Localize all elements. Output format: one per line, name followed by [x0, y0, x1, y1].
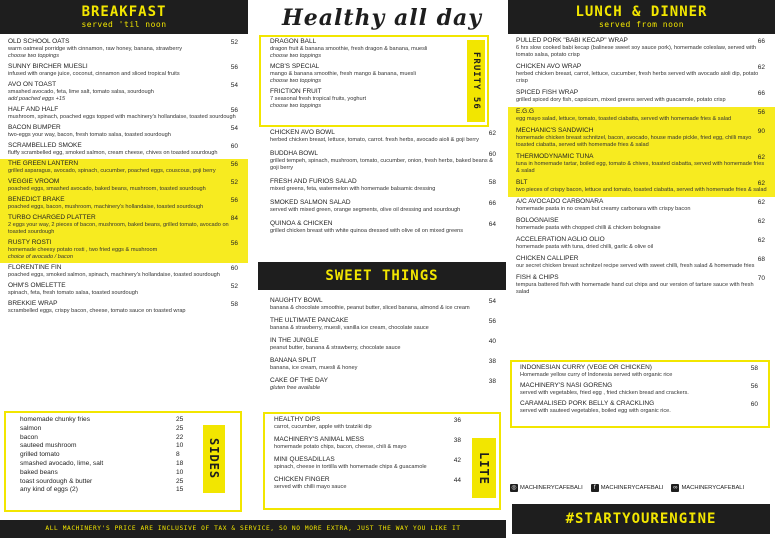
- menu-item: [508, 273, 775, 299]
- item-description: grilled chicken breast with white quinoa dressed with olive oil on mixed greens: [270, 228, 464, 234]
- menu-item: [508, 152, 775, 178]
- item-name: THE ULTIMATE PANCAKE: [270, 317, 349, 324]
- item-description: two-eggs your way, bacon, fresh tomato salsa, toasted sourdough: [8, 132, 171, 138]
- item-description: grilled asparagus, avocado, spinach, cucumber, poached eggs, couscous, goji berry: [8, 168, 216, 174]
- item-name: OHM'S OMELETTE: [8, 282, 66, 289]
- item-name: THERMODYNAMIC TUNA: [516, 153, 594, 160]
- item-price: 56: [750, 383, 758, 390]
- menu-item: [0, 281, 248, 299]
- item-price: 62: [757, 237, 765, 244]
- item-description: poached eggs, smoked salmon, spinach, machinery's hollandaise, toasted sourdough: [8, 272, 220, 278]
- item-name: BLT: [516, 179, 528, 186]
- item-description: spinach, cheese in tortilla with homemade chips & guacamole: [274, 464, 427, 470]
- item-name: MINI QUESADILLAS: [274, 456, 335, 463]
- tripadvisor-icon: ∞: [673, 485, 678, 491]
- item-name: BREKKIE WRAP: [8, 300, 58, 307]
- item-note: choose two toppings: [270, 78, 321, 84]
- menu-item: [262, 62, 467, 87]
- menu-item: [508, 235, 775, 254]
- side-price: 15: [176, 486, 184, 494]
- menu-item: [512, 363, 768, 381]
- menu-item: [0, 123, 248, 141]
- item-name: SUNNY BIRCHER MUESLI: [8, 63, 88, 70]
- item-price: 90: [757, 128, 765, 135]
- breakfast-column: [0, 0, 248, 317]
- menu-item: [508, 36, 775, 62]
- tripadvisor-link[interactable]: ∞ MACHINERYCAFEBALI: [673, 485, 745, 491]
- item-description: banana & chocolate smoothie, peanut butter, sliced banana, almond & ice cream: [270, 305, 470, 311]
- menu-item: [262, 316, 506, 336]
- breakfast-list: [0, 37, 248, 317]
- item-price: 56: [230, 240, 238, 247]
- item-name: FRICTION FRUIT: [270, 88, 322, 95]
- menu-item: [0, 159, 248, 177]
- lite-tab: LITE: [472, 438, 496, 498]
- item-description: infused with orange juice, coconut, cinnamon and sliced tropical fruits: [8, 71, 180, 77]
- item-name: A/C AVOCADO CARBONARA: [516, 198, 604, 205]
- menu-item: [508, 62, 775, 88]
- item-description: herbed chicken breast, lettuce, tomato, carrot. fresh herbs, avocado aioli & goji berry: [270, 137, 479, 143]
- menu-item: [266, 455, 471, 475]
- lunch-banner: [508, 0, 775, 34]
- facebook-link[interactable]: f MACHINERYCAFEBALI: [591, 484, 664, 492]
- menu-item: [0, 263, 248, 281]
- item-description: served with vegetables, fried egg , fried chicken bread and crackers.: [520, 390, 689, 396]
- item-description: fluffy scrambelled egg, smoked salmon, cream cheese, chives on toasted sourdough: [8, 150, 218, 156]
- side-name: homemade chunky fries: [20, 416, 91, 423]
- item-price: 62: [488, 130, 496, 137]
- side-price: 25: [176, 424, 184, 432]
- breakfast-banner: [0, 0, 248, 34]
- menu-item: [508, 197, 775, 216]
- item-price: 70: [757, 275, 765, 282]
- item-price: 62: [757, 199, 765, 206]
- item-description: served with chilli mayo sauce: [274, 484, 347, 490]
- lunch-list: [508, 36, 775, 299]
- item-description: mango & banana smoothie, fresh mango & banana, muesli: [270, 71, 416, 77]
- item-price: 84: [230, 215, 238, 222]
- menu-item: [262, 198, 506, 219]
- item-description: our secret chicken breast schnitzel recipe served with sweet chilli, fresh salad & homemade fries: [516, 263, 755, 269]
- menu-item: [262, 37, 467, 62]
- breakfast-title: BREAKFAST: [81, 4, 167, 20]
- side-name: toast sourdough & butter: [20, 477, 93, 485]
- menu-item: [0, 213, 248, 238]
- instagram-link[interactable]: ◎ MACHINERYCAFEBALI: [511, 485, 583, 491]
- menu-item: [0, 238, 248, 263]
- item-description: smashed avocado, feta, lime salt, tomato salsa, sourdough: [8, 89, 154, 95]
- item-price: 60: [488, 151, 496, 158]
- item-price: 52: [230, 179, 238, 186]
- item-description: grilled spiced dory fish, capsicum, mixed greens served with guacamole, potato crisp: [516, 97, 726, 103]
- item-name: BENEDICT BRAKE: [8, 196, 65, 203]
- item-name: IN THE JUNGLE: [270, 337, 319, 344]
- item-price: 60: [230, 265, 238, 272]
- item-price: 60: [230, 143, 238, 150]
- item-note: choose two toppings: [270, 53, 321, 59]
- menu-item: [0, 141, 248, 159]
- item-price: 38: [488, 358, 496, 365]
- side-price: 25: [176, 477, 184, 485]
- item-price: 62: [757, 64, 765, 71]
- item-name: NAUGHTY BOWL: [270, 297, 323, 304]
- sweet-banner: [258, 262, 506, 290]
- social-links: [510, 484, 770, 492]
- item-description: 7 seasonal fresh tropical fruits, yoghurt: [270, 96, 367, 102]
- item-description: spinach, feta, fresh tomato salsa, toasted sourdough: [8, 290, 138, 296]
- menu-item: [262, 177, 506, 198]
- side-name: baked beans: [20, 468, 58, 476]
- menu-item: [262, 336, 506, 356]
- item-name: THE GREEN LANTERN: [8, 160, 79, 167]
- healthy-list: [262, 128, 506, 240]
- menu-item: [262, 149, 506, 177]
- item-name: INDONESIAN CURRY (VEGE OR CHICKEN): [520, 364, 652, 371]
- item-description: homemade pasta with tuna, dried chilli, garlic & olive oil: [516, 244, 654, 250]
- menu-item: [266, 415, 471, 435]
- item-description: mushroom, spinach, poached eggs topped with machinery's hollandaise, toasted sourdough: [8, 114, 236, 120]
- item-name: CARAMALISED PORK BELLY & CRACKLING: [520, 400, 655, 407]
- menu-item: [508, 88, 775, 107]
- hashtag: #STARTYOURENGINE: [512, 504, 770, 534]
- item-price: 64: [488, 221, 496, 228]
- side-name: sauteed mushroom: [20, 442, 77, 450]
- item-price: 66: [757, 90, 765, 97]
- menu-item: [262, 219, 506, 240]
- item-price: 56: [230, 197, 238, 204]
- item-name: CHICKEN FINGER: [274, 476, 330, 483]
- item-note: gluten free available: [270, 385, 321, 391]
- sides-tab: SIDES: [203, 425, 225, 493]
- item-name: SMOKED SALMON SALAD: [270, 199, 351, 206]
- item-name: CHICKEN AVO BOWL: [270, 129, 335, 136]
- item-name: ACCELERATION AGLIO OLIO: [516, 236, 605, 243]
- item-name: HALF AND HALF: [8, 106, 59, 113]
- item-description: egg mayo salad, lettuce, tomato, toasted ciabatta, served with homemade fries & salad: [516, 116, 732, 122]
- item-price: 54: [488, 298, 496, 305]
- side-name: grilled tomato: [20, 451, 60, 459]
- fruity-tab: FRUITY 56: [467, 40, 485, 122]
- menu-item: [508, 126, 775, 152]
- item-name: BACON BUMPER: [8, 124, 61, 131]
- item-description: mixed greens, feta, watermelon with homemade balsamic dressing: [270, 186, 436, 192]
- item-price: 38: [488, 378, 496, 385]
- item-price: 58: [488, 179, 496, 186]
- menu-item: [508, 216, 775, 235]
- side-name: smashed avocado, lime, salt: [20, 459, 104, 467]
- item-name: OLD SCHOOL OATS: [8, 38, 70, 45]
- item-name: DRAGON BALL: [270, 38, 317, 45]
- menu-item: [0, 105, 248, 123]
- menu-item: [0, 177, 248, 195]
- item-name: FRESH AND FURIOS SALAD: [270, 178, 357, 185]
- item-price: 44: [453, 477, 461, 484]
- item-name: BOLOGNAISE: [516, 217, 559, 224]
- item-note: choice of avocado / bacon: [8, 254, 73, 260]
- breakfast-subtitle: served 'til noon: [81, 20, 167, 29]
- side-name: salmon: [20, 424, 42, 432]
- item-description: homemade pasta with chopped chilli & chicken bolognaise: [516, 225, 661, 231]
- menu-item: [0, 80, 248, 105]
- menu-item: [508, 178, 775, 197]
- item-name: BANANA SPLIT: [270, 357, 317, 364]
- item-name: CHICKEN CALLIPER: [516, 255, 579, 262]
- item-name: QUINOA & CHICKEN: [270, 220, 333, 227]
- item-description: herbed chicken breast, carrot, lettuce, cucumber, fresh herbs served with avocado aioli dip, potato crisp: [516, 71, 759, 84]
- menu-item: [262, 128, 506, 149]
- item-price: 36: [453, 417, 461, 424]
- item-description: tuna in homemade tartar, boiled egg, tomato & chives, toasted ciabatta, served with homemade fries & salad: [516, 161, 765, 174]
- side-item: [6, 416, 240, 425]
- item-description: poached eggs, smashed avocado, baked beans, mushroom, toasted sourdough: [8, 186, 206, 192]
- item-note: add poached eggs +15: [8, 96, 66, 102]
- item-description: banana & strawberry, muesli, vanilla ice cream, chocolate sauce: [270, 325, 429, 331]
- item-name: VEGGIE VROOM: [8, 178, 60, 185]
- item-name: HEALTHY DIPS: [274, 416, 321, 423]
- healthy-column: [258, 0, 506, 36]
- menu-item: [0, 299, 248, 317]
- item-name: CHICKEN AVO WRAP: [516, 63, 582, 70]
- item-description: dragon fruit & banana smoothie, fresh dragon & banana, muesli: [270, 46, 428, 52]
- menu-item: [0, 195, 248, 213]
- healthy-title: Healthy all day: [281, 5, 483, 31]
- item-description: served with sauteed vegetables, boiled egg with organic rice.: [520, 408, 671, 414]
- item-price: 58: [230, 301, 238, 308]
- item-description: 2 eggs your way, 2 pieces of bacon, mushroom, baked beans, grilled tomato, avocado on toasted sourdough: [8, 222, 229, 235]
- fruity-list: [262, 37, 467, 112]
- side-name: bacon: [20, 433, 38, 441]
- item-description: tempura battered fish with homemade hand cut chips and our version of tartare sauce with fresh salad: [516, 282, 754, 295]
- menu-item: [508, 107, 775, 126]
- item-name: SCRAMBELLED SMOKE: [8, 142, 82, 149]
- item-name: CAKE OF THE DAY: [270, 377, 328, 384]
- lunch-subtitle: served from noon: [598, 20, 685, 29]
- item-description: Homemade yellow curry of Indonesia served with organic rice: [520, 372, 673, 378]
- price-footer: ALL MACHINERY'S PRICE ARE INCLUSIVE OF TAX & SERVICE, SO NO MORE EXTRA, JUST THE WAY YOU LIKE IT: [0, 520, 506, 538]
- item-description: homemade pasta in no cream but creamy carbonara with crispy bacon: [516, 206, 691, 212]
- curry-list: [512, 363, 768, 417]
- item-price: 58: [750, 365, 758, 372]
- item-price: 52: [230, 39, 238, 46]
- item-name: FISH & CHIPS: [516, 274, 559, 281]
- menu-item: [262, 376, 506, 396]
- menu-item: [0, 37, 248, 62]
- item-price: 54: [230, 125, 238, 132]
- item-name: MACHINERY'S NASI GORENG: [520, 382, 613, 389]
- side-price: 8: [176, 451, 180, 459]
- sweet-title: SWEET THINGS: [325, 268, 439, 284]
- item-note: choose two toppings: [270, 103, 321, 109]
- side-price: 25: [176, 416, 184, 423]
- item-name: RUSTY ROSTI: [8, 239, 52, 246]
- item-price: 56: [230, 107, 238, 114]
- item-price: 56: [757, 109, 765, 116]
- item-name: MCB'S SPECIAL: [270, 63, 320, 70]
- item-note: choose two toppings: [8, 53, 59, 59]
- menu-item: [512, 381, 768, 399]
- item-price: 62: [757, 154, 765, 161]
- item-name: FLORENTINE FIN: [8, 264, 62, 271]
- item-price: 66: [757, 38, 765, 45]
- side-price: 18: [176, 459, 184, 467]
- item-description: homemade potato chips, bacon, cheese, chili & mayo: [274, 444, 407, 450]
- menu-item: [508, 254, 775, 273]
- menu-item: [512, 399, 768, 417]
- item-price: 60: [750, 401, 758, 408]
- item-price: 38: [453, 437, 461, 444]
- item-description: 6 hrs slow cooked babi kecap (balinese sweet soy sauce pork), homemade coleslaw, served with tomato salsa, potato crisp: [516, 45, 757, 58]
- menu-item: [266, 475, 471, 495]
- side-name: any kind of eggs (2): [20, 486, 78, 494]
- item-description: scrambelled eggs, crispy bacon, cheese, tomato sauce on toasted wrap: [8, 308, 186, 314]
- item-description: peanut butter, banana & strawberry, chocolate sauce: [270, 345, 401, 351]
- item-name: BUDDHA BOWL: [270, 150, 319, 157]
- item-description: two pieces of crispy bacon, lettuce and tomato, toasted ciabatta, served with homemade fries & salad: [516, 187, 767, 193]
- item-description: banana, ice cream, muesli & honey: [270, 365, 358, 371]
- item-price: 56: [230, 64, 238, 71]
- item-description: homemade cheesy potato rosti , two fried eggs & mushroom: [8, 247, 158, 253]
- side-price: 10: [176, 442, 184, 450]
- item-name: AVO ON TOAST: [8, 81, 57, 88]
- menu-item: [266, 435, 471, 455]
- lunch-title: LUNCH & DINNER: [575, 4, 708, 20]
- item-price: 62: [757, 180, 765, 187]
- item-description: warm oatmeal porridge with cinnamon, raw honey, banana, strawberry: [8, 46, 183, 52]
- item-price: 54: [230, 82, 238, 89]
- menu-item: [0, 62, 248, 80]
- menu-item: [262, 87, 467, 112]
- item-description: poached eggs, bacon, mushroom, machinery's hollandaise, toasted sourdough: [8, 204, 204, 210]
- item-price: 40: [488, 338, 496, 345]
- item-description: carrot, cucumber, apple with tzatziki dip: [274, 424, 372, 430]
- item-name: SPICED FISH WRAP: [516, 89, 579, 96]
- item-name: TURBO CHARGED PLATTER: [8, 214, 96, 221]
- menu-item: [262, 296, 506, 316]
- item-description: homemade chicken breast schnitzel, bacon, avocado, house made pickle, fried egg, chilli mayo toasted ciabatta, served with homemade fries & salad: [516, 135, 752, 148]
- sweet-list: [262, 296, 506, 396]
- lunch-column: [508, 0, 775, 299]
- item-price: 56: [230, 161, 238, 168]
- item-price: 52: [230, 283, 238, 290]
- item-name: PULLED PORK "BABI KECAP" WRAP: [516, 37, 628, 44]
- side-price: 10: [176, 468, 184, 476]
- side-price: 22: [176, 433, 184, 441]
- item-price: 66: [488, 200, 496, 207]
- item-price: 68: [757, 256, 765, 263]
- item-name: MECHANIC'S SANDWICH: [516, 127, 594, 134]
- item-description: grilled tempeh, spinach, mushroom, tomato, cucumber, onion, fresh herbs, baked beans & goji berry: [270, 158, 493, 171]
- item-description: served with mixed green, orange segments, olive oil dressing and sourdough: [270, 207, 461, 213]
- item-name: MACHINERY'S ANIMAL MESS: [274, 436, 365, 443]
- lite-list: [266, 415, 471, 495]
- item-price: 42: [453, 457, 461, 464]
- item-price: 56: [488, 318, 496, 325]
- facebook-icon: f: [591, 484, 599, 492]
- item-name: E.G.G: [516, 108, 535, 115]
- menu-item: [262, 356, 506, 376]
- item-price: 62: [757, 218, 765, 225]
- instagram-icon: ◎: [511, 485, 517, 491]
